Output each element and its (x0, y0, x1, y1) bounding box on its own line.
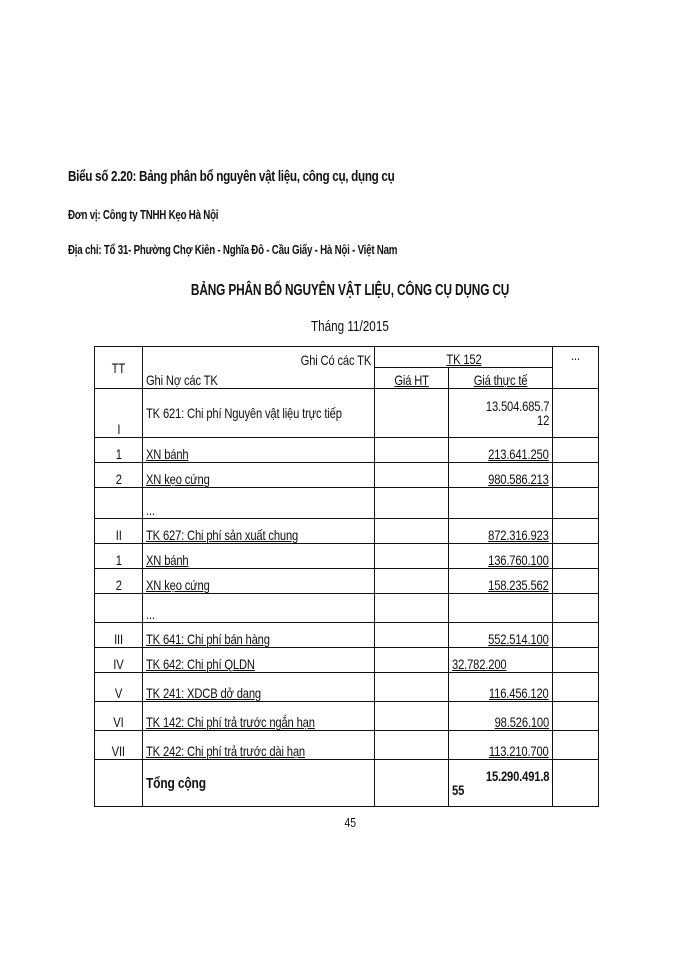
row-tt (95, 488, 143, 519)
row-actual: 136.760.100 (449, 544, 553, 569)
unit-line: Đơn vị: Công ty TNHH Kẹo Hà Nội (68, 208, 219, 222)
row-tt (95, 594, 143, 623)
row-more (553, 438, 599, 463)
row-ht (375, 463, 449, 488)
page-number: 45 (344, 815, 356, 830)
row-more (553, 519, 599, 544)
row-name: ... (143, 488, 375, 519)
row-more (553, 594, 599, 623)
document-title: BẢNG PHÂN BỔ NGUYÊN VẬT LIỆU, CÔNG CỤ DỤNG CỤ (190, 282, 510, 299)
row-actual: 98.526.100 (449, 702, 553, 731)
row-actual (449, 488, 553, 519)
table-row (95, 438, 599, 463)
header-ht: Giá HT (375, 368, 449, 389)
row-actual: 113.210.700 (449, 731, 553, 760)
row-name: XN kẹo cứng (143, 569, 375, 594)
period: Tháng 11/2015 (311, 318, 389, 335)
row-tt: 2 (95, 463, 143, 488)
row-ht (375, 438, 449, 463)
allocation-table (94, 346, 599, 807)
figure-caption: Biểu số 2.20: Bảng phân bổ nguyên vật liệu, công cụ, dụng cụ (68, 168, 395, 185)
row-actual: 552.514.100 (449, 623, 553, 648)
header-credit: Ghi Có các TK (143, 347, 375, 368)
row-ht (375, 544, 449, 569)
row-more (553, 544, 599, 569)
row-more (553, 488, 599, 519)
row-ht (375, 673, 449, 702)
row-ht (375, 389, 449, 438)
row-tt: 2 (95, 569, 143, 594)
row-actual: 213.641.250 (449, 438, 553, 463)
row-more (553, 648, 599, 673)
table-row (95, 463, 599, 488)
table-row (95, 519, 599, 544)
total-ht (375, 760, 449, 807)
row-name: TK 621: Chi phí Nguyên vật liệu trực tiếp (143, 389, 375, 438)
total-label: Tổng cộng (143, 760, 375, 807)
row-name: TK 627: Chi phí sản xuất chung (143, 519, 375, 544)
header-debit: Ghi Nợ các TK (143, 368, 375, 389)
row-actual: 158.235.562 (449, 569, 553, 594)
row-actual (449, 594, 553, 623)
table-row (95, 594, 599, 623)
row-tt: 1 (95, 544, 143, 569)
row-ht (375, 648, 449, 673)
row-more (553, 463, 599, 488)
row-name: XN kẹo cứng (143, 463, 375, 488)
row-actual: 872.316.923 (449, 519, 553, 544)
row-name: TK 142: Chi phí trả trước ngắn hạn (143, 702, 375, 731)
header-actual: Giá thực tế (449, 368, 553, 389)
header-more: ... (553, 347, 599, 389)
row-ht (375, 623, 449, 648)
total-tt (95, 760, 143, 807)
header-tk152: TK 152 (375, 347, 553, 368)
header-tt: TT (95, 347, 143, 389)
table-row (95, 389, 599, 438)
row-tt: III (95, 623, 143, 648)
table-row (95, 731, 599, 760)
table-row (95, 544, 599, 569)
table-row (95, 488, 599, 519)
row-actual: 116.456.120 (449, 673, 553, 702)
row-ht (375, 488, 449, 519)
table-row (95, 623, 599, 648)
row-tt: VI (95, 702, 143, 731)
total-actual: 15.290.491.8 55 (449, 760, 553, 807)
row-name: TK 641: Chi phí bán hàng (143, 623, 375, 648)
row-more (553, 623, 599, 648)
table-row (95, 569, 599, 594)
address-line: Địa chỉ: Tổ 31- Phường Chợ Kiên - Nghĩa Đô - Cầu Giấy - Hà Nội - Việt Nam (68, 243, 398, 257)
row-ht (375, 519, 449, 544)
table-header-row (95, 347, 599, 368)
row-name: XN bánh (143, 544, 375, 569)
total-row (95, 760, 599, 807)
row-more (553, 731, 599, 760)
row-actual: 32.782.200 (449, 648, 553, 673)
row-tt: VII (95, 731, 143, 760)
row-more (553, 702, 599, 731)
row-tt: I (95, 389, 143, 438)
row-more (553, 673, 599, 702)
table-row (95, 648, 599, 673)
row-name: TK 242: Chi phí trả trước dài hạn (143, 731, 375, 760)
row-ht (375, 569, 449, 594)
row-tt: V (95, 673, 143, 702)
row-more (553, 389, 599, 438)
row-name: ... (143, 594, 375, 623)
row-tt: II (95, 519, 143, 544)
table-row (95, 702, 599, 731)
row-ht (375, 731, 449, 760)
table-row (95, 673, 599, 702)
row-actual: 980.586.213 (449, 463, 553, 488)
row-name: TK 241: XDCB dở dang (143, 673, 375, 702)
row-ht (375, 702, 449, 731)
row-actual: 13.504.685.7 12 (449, 389, 553, 438)
row-name: XN bánh (143, 438, 375, 463)
row-name: TK 642: Chi phí QLDN (143, 648, 375, 673)
total-more (553, 760, 599, 807)
row-tt: 1 (95, 438, 143, 463)
row-ht (375, 594, 449, 623)
row-more (553, 569, 599, 594)
row-tt: IV (95, 648, 143, 673)
table-header-row (95, 368, 599, 389)
